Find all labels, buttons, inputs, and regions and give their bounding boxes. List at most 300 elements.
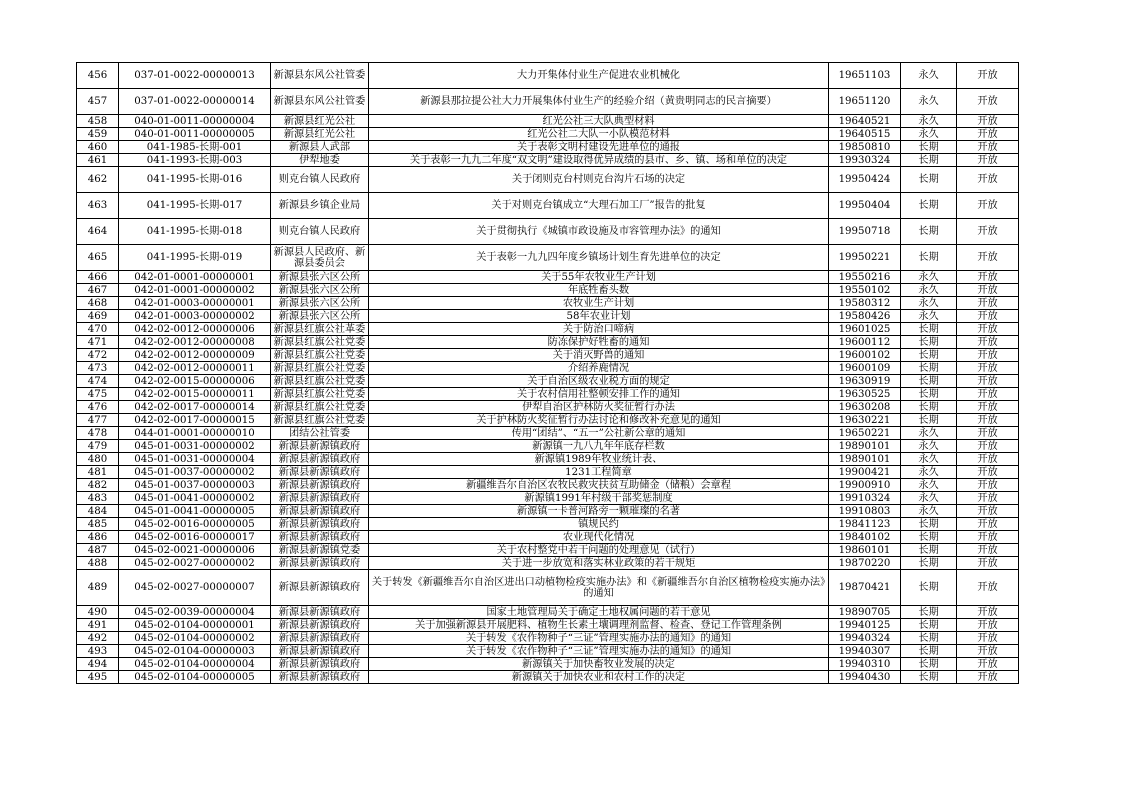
cell-code: 042-02-0012-00000006 [119,323,271,336]
cell-status: 开放 [957,271,1019,284]
cell-status: 开放 [957,557,1019,570]
cell-title: 新源县那拉提公社大力开展集体付业生产的经验介绍（黄贵明同志的民言摘要） [369,89,829,115]
cell-status: 开放 [957,89,1019,115]
cell-org: 新源县新源镇政府 [271,557,369,570]
cell-date: 19650221 [829,427,901,440]
cell-org: 新源县乡镇企业局 [271,193,369,219]
cell-term: 永久 [901,440,957,453]
cell-code: 037-01-0022-00000014 [119,89,271,115]
cell-date: 19940125 [829,619,901,632]
cell-title: 红光公社二大队一小队模范材料 [369,128,829,141]
cell-code: 045-01-0031-00000004 [119,453,271,466]
cell-date: 19600109 [829,362,901,375]
cell-term: 长期 [901,658,957,671]
cell-no: 488 [77,557,119,570]
cell-title: 红光公社三大队典型材料 [369,115,829,128]
cell-title: 新源镇关于加快农业和农村工作的决定 [369,671,829,684]
table-row [77,284,1019,297]
table-row [77,115,1019,128]
cell-date: 19630208 [829,401,901,414]
cell-code: 042-02-0017-00000015 [119,414,271,427]
cell-no: 481 [77,466,119,479]
cell-code: 042-01-0003-00000002 [119,310,271,323]
cell-code: 045-02-0104-00000003 [119,645,271,658]
cell-date: 19651103 [829,63,901,89]
cell-code: 041-1995-长期-016 [119,167,271,193]
cell-org: 新源县新源镇政府 [271,645,369,658]
cell-title: 关于护林防火奖征暂行办法讨论和修改补充意见的通知 [369,414,829,427]
cell-status: 开放 [957,154,1019,167]
cell-status: 开放 [957,479,1019,492]
cell-no: 466 [77,271,119,284]
cell-date: 19930324 [829,154,901,167]
cell-no: 462 [77,167,119,193]
table-row [77,219,1019,245]
cell-title: 关于闭则克台村则克台沟片石场的决定 [369,167,829,193]
cell-status: 开放 [957,671,1019,684]
table-row [77,518,1019,531]
table-row [77,89,1019,115]
cell-no: 469 [77,310,119,323]
cell-term: 长期 [901,154,957,167]
cell-term: 长期 [901,645,957,658]
cell-no: 476 [77,401,119,414]
cell-status: 开放 [957,632,1019,645]
cell-org: 新源县人武部 [271,141,369,154]
cell-code: 045-02-0027-00000007 [119,570,271,606]
cell-status: 开放 [957,167,1019,193]
cell-no: 471 [77,336,119,349]
cell-org: 新源县新源镇政府 [271,570,369,606]
cell-date: 19950404 [829,193,901,219]
cell-term: 永久 [901,453,957,466]
cell-status: 开放 [957,440,1019,453]
cell-title: 国家土地管理局关于确定土地权属问题的若干意见 [369,606,829,619]
cell-code: 041-1993-长期-003 [119,154,271,167]
cell-date: 19870220 [829,557,901,570]
cell-code: 045-01-0031-00000002 [119,440,271,453]
cell-org: 新源县红旗公社党委 [271,401,369,414]
table-row [77,167,1019,193]
cell-no: 477 [77,414,119,427]
cell-no: 470 [77,323,119,336]
cell-org: 团结公社管委 [271,427,369,440]
table-row [77,466,1019,479]
cell-status: 开放 [957,323,1019,336]
table-row [77,427,1019,440]
cell-code: 044-01-0001-00000010 [119,427,271,440]
cell-code: 045-02-0104-00000001 [119,619,271,632]
cell-org: 新源县红旗公社党委 [271,336,369,349]
cell-no: 494 [77,658,119,671]
cell-date: 19630919 [829,375,901,388]
table-row [77,154,1019,167]
cell-code: 042-02-0015-00000006 [119,375,271,388]
cell-date: 19840102 [829,531,901,544]
cell-date: 19910324 [829,492,901,505]
cell-org: 新源县新源镇政府 [271,632,369,645]
cell-title: 关于贯彻执行《城镇市政设施及市容管理办法》的通知 [369,219,829,245]
cell-org: 新源县红旗公社革委 [271,323,369,336]
cell-date: 19640521 [829,115,901,128]
cell-code: 045-02-0039-00000004 [119,606,271,619]
cell-date: 19600102 [829,349,901,362]
cell-code: 041-1995-长期-019 [119,245,271,271]
table-row [77,310,1019,323]
cell-title: 关于表彰一九九四年度乡镇场计划生育先进单位的决定 [369,245,829,271]
cell-status: 开放 [957,427,1019,440]
table-row [77,63,1019,89]
table-row [77,349,1019,362]
cell-status: 开放 [957,115,1019,128]
cell-title: 关于加强新源县开展肥料、植物生长素土壤调理剂监督、检查、登记工作管理条例 [369,619,829,632]
cell-no: 493 [77,645,119,658]
cell-code: 045-01-0037-00000003 [119,479,271,492]
cell-status: 开放 [957,284,1019,297]
cell-status: 开放 [957,388,1019,401]
table-row [77,570,1019,606]
cell-status: 开放 [957,375,1019,388]
cell-org: 新源县红旗公社党委 [271,362,369,375]
cell-status: 开放 [957,619,1019,632]
table-row [77,544,1019,557]
table-row [77,492,1019,505]
cell-org: 则克台镇人民政府 [271,167,369,193]
cell-org: 新源县东风公社管委 [271,63,369,89]
cell-title: 新源镇1991年村级干部奖惩制度 [369,492,829,505]
cell-org: 则克台镇人民政府 [271,219,369,245]
cell-no: 483 [77,492,119,505]
cell-org: 新源县新源镇政府 [271,606,369,619]
cell-org: 新源县红旗公社党委 [271,349,369,362]
cell-no: 473 [77,362,119,375]
cell-title: 关于转发《新疆维吾尔自治区进出口动植物检疫实施办法》和《新疆维吾尔自治区植物检疫实施办法》的通知 [369,570,829,606]
cell-no: 456 [77,63,119,89]
cell-term: 长期 [901,375,957,388]
cell-code: 045-02-0104-00000004 [119,658,271,671]
table-row [77,440,1019,453]
table-row [77,479,1019,492]
cell-term: 长期 [901,557,957,570]
cell-term: 长期 [901,619,957,632]
cell-term: 长期 [901,518,957,531]
cell-term: 长期 [901,632,957,645]
cell-status: 开放 [957,453,1019,466]
cell-term: 永久 [901,427,957,440]
table-row [77,323,1019,336]
cell-org: 新源县新源镇政府 [271,671,369,684]
cell-no: 457 [77,89,119,115]
cell-org: 新源县新源镇政府 [271,492,369,505]
table-row [77,388,1019,401]
table-row [77,414,1019,427]
cell-title: 关于消灭野兽的通知 [369,349,829,362]
cell-date: 19841123 [829,518,901,531]
table-row [77,645,1019,658]
cell-date: 19640515 [829,128,901,141]
cell-title: 年底牲畜头数 [369,284,829,297]
cell-no: 468 [77,297,119,310]
cell-code: 037-01-0022-00000013 [119,63,271,89]
cell-org: 新源县张六区公所 [271,297,369,310]
cell-no: 482 [77,479,119,492]
cell-no: 467 [77,284,119,297]
cell-org: 新源县新源镇政府 [271,440,369,453]
cell-code: 045-02-0104-00000005 [119,671,271,684]
cell-org: 新源县新源镇党委 [271,544,369,557]
cell-code: 042-02-0012-00000009 [119,349,271,362]
cell-term: 永久 [901,89,957,115]
cell-code: 042-02-0012-00000008 [119,336,271,349]
cell-org: 新源县东风公社管委 [271,89,369,115]
archive-catalog-table [76,62,1019,684]
cell-org: 新源县新源镇政府 [271,466,369,479]
cell-org: 新源县张六区公所 [271,284,369,297]
cell-no: 480 [77,453,119,466]
table-row [77,619,1019,632]
cell-code: 045-01-0037-00000002 [119,466,271,479]
cell-org: 新源县红光公社 [271,128,369,141]
cell-org: 新源县新源镇政府 [271,479,369,492]
cell-status: 开放 [957,606,1019,619]
cell-term: 长期 [901,219,957,245]
cell-title: 关于防治口啼病 [369,323,829,336]
cell-date: 19630221 [829,414,901,427]
cell-term: 长期 [901,671,957,684]
cell-date: 19870421 [829,570,901,606]
cell-date: 19940307 [829,645,901,658]
cell-title: 关于自治区级农业税方面的规定 [369,375,829,388]
cell-term: 永久 [901,284,957,297]
cell-title: 传用“团结”、“五一”公社新公章的通知 [369,427,829,440]
cell-code: 042-01-0003-00000001 [119,297,271,310]
cell-date: 19940310 [829,658,901,671]
cell-no: 460 [77,141,119,154]
cell-code: 040-01-0011-00000004 [119,115,271,128]
cell-status: 开放 [957,531,1019,544]
table-row [77,453,1019,466]
cell-title: 1231工程简章 [369,466,829,479]
cell-term: 长期 [901,388,957,401]
cell-title: 新源镇一卡普河路旁一颗璀璨的名著 [369,505,829,518]
cell-code: 042-02-0012-00000011 [119,362,271,375]
cell-title: 镇规民约 [369,518,829,531]
cell-org: 新源县人民政府、新源县委员会 [271,245,369,271]
cell-term: 长期 [901,336,957,349]
cell-no: 491 [77,619,119,632]
cell-no: 479 [77,440,119,453]
cell-status: 开放 [957,645,1019,658]
cell-code: 045-01-0041-00000005 [119,505,271,518]
cell-date: 19950221 [829,245,901,271]
cell-date: 19940324 [829,632,901,645]
table-row [77,128,1019,141]
cell-term: 长期 [901,401,957,414]
cell-title: 关于表彰一九九二年度“双文明”建设取得优异成绩的县市、乡、镇、场和单位的决定 [369,154,829,167]
cell-code: 045-02-0027-00000002 [119,557,271,570]
cell-date: 19580426 [829,310,901,323]
cell-status: 开放 [957,297,1019,310]
table-row [77,141,1019,154]
cell-org: 新源县红光公社 [271,115,369,128]
cell-status: 开放 [957,310,1019,323]
cell-status: 开放 [957,505,1019,518]
cell-title: 防冻保护好牲畜的通知 [369,336,829,349]
cell-term: 长期 [901,570,957,606]
cell-code: 042-02-0017-00000014 [119,401,271,414]
cell-title: 农牧业生产计划 [369,297,829,310]
cell-term: 长期 [901,193,957,219]
cell-no: 472 [77,349,119,362]
cell-term: 长期 [901,544,957,557]
cell-no: 458 [77,115,119,128]
cell-date: 19550102 [829,284,901,297]
cell-no: 478 [77,427,119,440]
cell-date: 19601025 [829,323,901,336]
cell-status: 开放 [957,141,1019,154]
cell-status: 开放 [957,219,1019,245]
cell-title: 新疆维吾尔自治区农牧民救灾扶贫互助储金（储粮）会章程 [369,479,829,492]
cell-no: 495 [77,671,119,684]
cell-date: 19910803 [829,505,901,518]
cell-no: 490 [77,606,119,619]
table-row [77,193,1019,219]
cell-no: 487 [77,544,119,557]
cell-title: 大力开集体付业生产促进农业机械化 [369,63,829,89]
table-body [77,63,1019,684]
cell-date: 19550216 [829,271,901,284]
table-row [77,531,1019,544]
cell-title: 关于表彰文明村建设先进单位的通报 [369,141,829,154]
cell-code: 042-02-0015-00000011 [119,388,271,401]
cell-code: 041-1995-长期-018 [119,219,271,245]
cell-org: 新源县张六区公所 [271,271,369,284]
table-row [77,606,1019,619]
cell-code: 045-02-0016-00000017 [119,531,271,544]
cell-no: 459 [77,128,119,141]
cell-org: 新源县张六区公所 [271,310,369,323]
cell-term: 永久 [901,310,957,323]
cell-code: 045-01-0041-00000002 [119,492,271,505]
cell-title: 关于转发《农作物种子“三证”管理实施办法的通知》的通知 [369,645,829,658]
cell-no: 484 [77,505,119,518]
cell-status: 开放 [957,128,1019,141]
cell-term: 永久 [901,466,957,479]
cell-no: 463 [77,193,119,219]
cell-org: 新源县新源镇政府 [271,531,369,544]
table-row [77,658,1019,671]
cell-term: 永久 [901,128,957,141]
cell-term: 长期 [901,141,957,154]
cell-date: 19651120 [829,89,901,115]
cell-date: 19940430 [829,671,901,684]
cell-date: 19890705 [829,606,901,619]
table-row [77,557,1019,570]
cell-title: 关于55年农牧业生产计划 [369,271,829,284]
cell-code: 042-01-0001-00000002 [119,284,271,297]
cell-title: 新源镇一九八九年年底存栏数 [369,440,829,453]
cell-term: 永久 [901,115,957,128]
cell-status: 开放 [957,193,1019,219]
table-row [77,505,1019,518]
cell-no: 489 [77,570,119,606]
table-row [77,245,1019,271]
cell-org: 新源县红旗公社党委 [271,388,369,401]
cell-title: 关于对则克台镇成立“大理石加工厂”报告的批复 [369,193,829,219]
cell-status: 开放 [957,349,1019,362]
cell-org: 新源县新源镇政府 [271,453,369,466]
cell-term: 长期 [901,323,957,336]
cell-org: 新源县新源镇政府 [271,505,369,518]
cell-date: 19900910 [829,479,901,492]
cell-title: 关于农村信用社整顿安排工作的通知 [369,388,829,401]
cell-date: 19580312 [829,297,901,310]
cell-term: 长期 [901,606,957,619]
table-row [77,671,1019,684]
cell-status: 开放 [957,570,1019,606]
cell-no: 465 [77,245,119,271]
cell-org: 新源县红旗公社党委 [271,375,369,388]
cell-org: 伊犁地委 [271,154,369,167]
cell-date: 19950424 [829,167,901,193]
cell-date: 19850810 [829,141,901,154]
cell-term: 长期 [901,362,957,375]
cell-status: 开放 [957,362,1019,375]
cell-title: 新源镇关于加快畜牧业发展的决定 [369,658,829,671]
table-row [77,375,1019,388]
cell-org: 新源县新源镇政府 [271,658,369,671]
cell-date: 19900421 [829,466,901,479]
table-row [77,362,1019,375]
cell-status: 开放 [957,466,1019,479]
cell-status: 开放 [957,518,1019,531]
cell-title: 伊犁自治区护林防火奖征暂行办法 [369,401,829,414]
cell-title: 58年农业计划 [369,310,829,323]
cell-term: 永久 [901,479,957,492]
cell-no: 492 [77,632,119,645]
table-row [77,271,1019,284]
cell-title: 介绍养鹿情况 [369,362,829,375]
cell-status: 开放 [957,414,1019,427]
cell-term: 永久 [901,297,957,310]
cell-title: 关于转发《农作物种子“三证”管理实施办法的通知》的通知 [369,632,829,645]
cell-code: 045-02-0021-00000006 [119,544,271,557]
cell-no: 475 [77,388,119,401]
cell-term: 长期 [901,349,957,362]
cell-code: 042-01-0001-00000001 [119,271,271,284]
cell-term: 永久 [901,271,957,284]
cell-status: 开放 [957,492,1019,505]
cell-status: 开放 [957,401,1019,414]
cell-org: 新源县红旗公社党委 [271,414,369,427]
cell-term: 永久 [901,63,957,89]
cell-code: 040-01-0011-00000005 [119,128,271,141]
cell-date: 19860101 [829,544,901,557]
cell-no: 464 [77,219,119,245]
cell-term: 永久 [901,505,957,518]
cell-code: 041-1985-长期-001 [119,141,271,154]
cell-title: 新源镇1989年牧业统计表、 [369,453,829,466]
table-row [77,632,1019,645]
cell-term: 永久 [901,492,957,505]
cell-date: 19630525 [829,388,901,401]
cell-date: 19890101 [829,440,901,453]
cell-code: 041-1995-长期-017 [119,193,271,219]
cell-date: 19890101 [829,453,901,466]
cell-date: 19600112 [829,336,901,349]
cell-status: 开放 [957,658,1019,671]
cell-term: 长期 [901,167,957,193]
